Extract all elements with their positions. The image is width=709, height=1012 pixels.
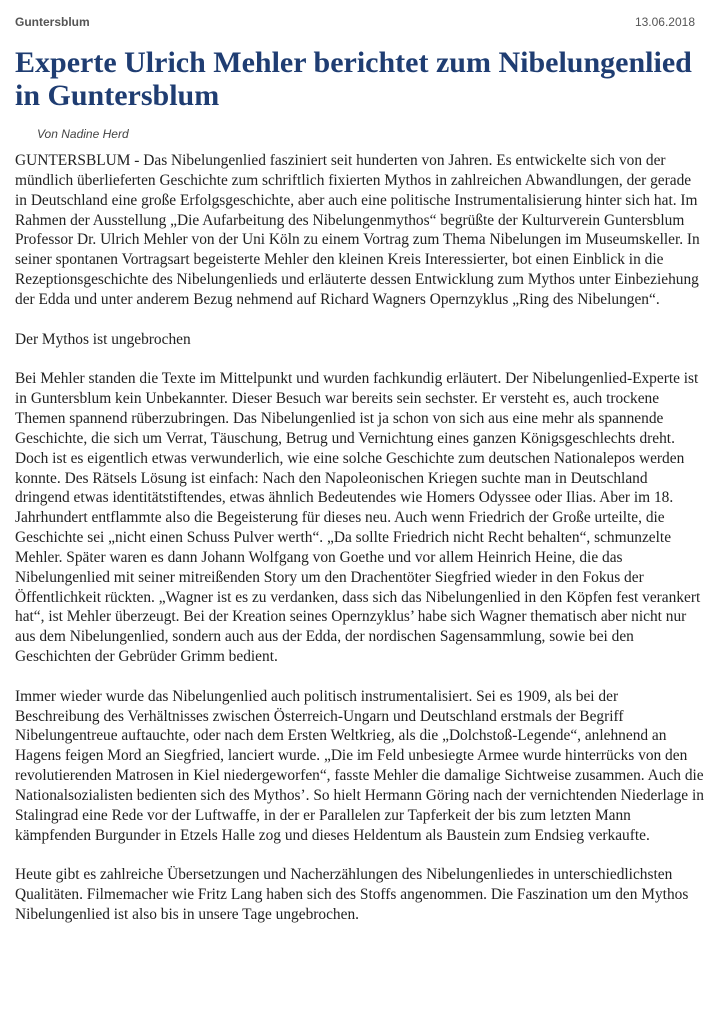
article-title: Experte Ulrich Mehler berichtet zum Nibelungenlied in Guntersblum [15,46,692,112]
paragraph-spacer [15,667,705,687]
article-paragraph: GUNTERSBLUM - Das Nibelungenlied fasziniert seit hunderten von Jahren. Es entwickelte sich von der mündlich überlieferten Geschichte zum schriftlich fixierten Mythos in zahlreichen Abwandlungen, der gerade in Deutschland eine große Erfolgsgeschichte, aber auch eine politische Instrumentalisierung hinter sich hat. Im Rahmen der Ausstellung „Die Aufarbeitung des Nibelungenmythos“ begrüßte der Kulturverein Guntersblum Professor Dr. Ulrich Mehler von der Uni Köln zu einem Vortrag zum Thema Nibelungen im Museumskeller. In seiner spontanen Vortragsart begeisterte Mehler den kleinen Kreis Interessierter, bot einen Einblick in die Rezeptionsgeschichte des Nibelungenlieds und erläuterte dessen Entwicklung zum Mythos unter Einbeziehung der Edda und unter anderem Bezug nehmend auf Richard Wagners Opernzyklus „Ring des Nibelungen“. [15,152,700,308]
subheading: Der Mythos ist ungebrochen [15,330,191,348]
article-paragraph: Heute gibt es zahlreiche Übersetzungen und Nacherzählungen des Nibelungenliedes in unterschiedlichsten Qualitäten. Filmemacher wie Fritz Lang haben sich des Stoffs angenommen. Die Faszination um den Mythos Nibelungenlied ist also bis in unsere Tage ungebrochen. [15,866,689,924]
article-paragraph: Bei Mehler standen die Texte im Mittelpunkt und wurden fachkundig erläutert. Der Nibelungenlied-Experte ist in Guntersblum kein Unbekannter. Dieser Besuch war bereits sein sechster. Er versteht es, auch trockene Themen spannend rüberzubringen. Das Nibelungenlied ist ja schon von sich aus eine mehr als spannende Geschichte, die sich um Verrat, Täuschung, Betrug und Vernichtung eines ganzen Königsgeschlechts dreht. Doch ist es eigentlich etwas verwunderlich, wie eine solche Geschichte zum deutschen Nationalepos werden konnte. Des Rätsels Lösung ist einfach: Nach den Napoleonischen Kriegen suchte man in Deutschland dringend etwas identitätstiftendes, etwas ähnlich Bedeutendes wie Homers Odyssee oder Ilias. Aber im 18. Jahrhundert entflammte also die Begeisterung für dieses neu. Auch wenn Friedrich der Große urteilte, die Geschichte sei „nicht einen Schuss Pulver werth“. „Da sollte Friedrich nicht Recht behalten“, schmunzelte Mehler. Später waren es dann Johann Wolfgang von Goethe und vor allem Heinrich Heine, die das Nibelungenlied mit seiner mitreißenden Story um den Drachentöter Siegfried wieder in den Fokus der Öffentlichkeit rückten. „Wagner ist es zu verdanken, dass sich das Nibelungenlied in den Köpfen fest verankert hat“, ist Mehler überzeugt. Bei der Kreation seines Opernzyklus’ habe sich Wagner thematisch aber nicht nur aus dem Nibelungenlied, sondern auch aus der Edda, der nordischen Sagensammlung, sowie bei den Geschichten der Gebrüder Grimm bedient. [15,370,701,666]
publish-date: 13.06.2018 [634,15,695,29]
paragraph-spacer [15,310,705,330]
article-header [15,12,695,30]
paragraph-spacer [15,846,705,866]
section-label: Guntersblum [15,15,90,29]
article-paragraph: Immer wieder wurde das Nibelungenlied auch politisch instrumentalisiert. Sei es 1909, als bei der Beschreibung des Verhältnisses zwischen Österreich-Ungarn und Deutschland erstmals der Begriff Nibelungentreue auftauchte, oder nach dem Ersten Weltkrieg, als die „Dolchstoß-Legende“, anlehnend an Hagens feigen Mord an Siegfried, lanciert wurde. „Die im Feld unbesiegte Armee wurde hinterrücks von den revolutierenden Matrosen in Kiel niedergeworfen“, fasste Mehler die damalige Sichtweise zusammen. Auch die Nationalsozialisten bedienten sich des Mythos’. So hielt Hermann Göring nach der vernichtenden Niederlage in Stalingrad eine Rede vor der Luftwaffe, in der er Parallelen zur Tapferkeit der bis zum letzten Mann kämpfenden Burgunder in Etzels Halle zog und dieses Heldentum als Baustein zum Endsieg verkaufte. [15,687,704,844]
paragraph-spacer [15,349,705,369]
article-body [15,151,705,925]
author-byline: Von Nadine Herd [37,127,129,141]
